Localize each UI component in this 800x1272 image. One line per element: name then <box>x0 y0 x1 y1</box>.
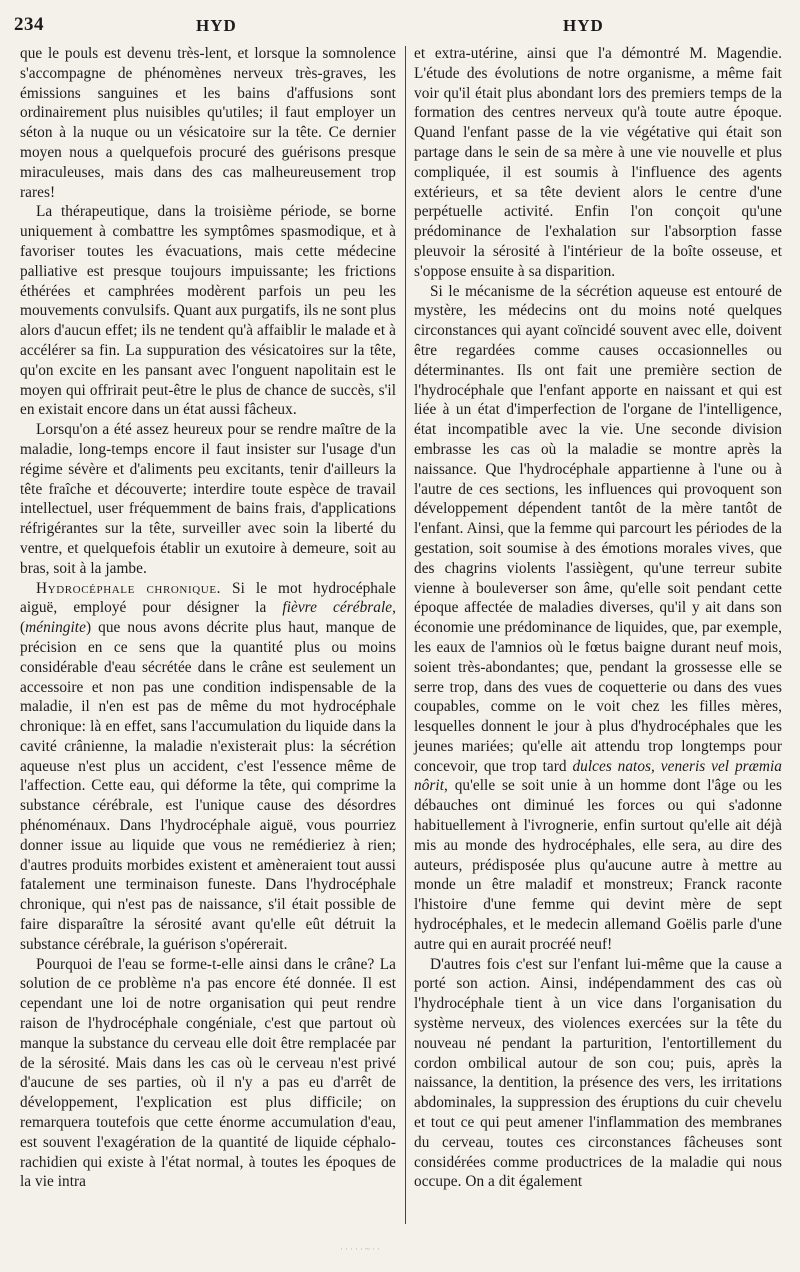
text-run: ) que nous avons décrite plus haut, manque de précision en ce sens que la quantité plus ou moins considérable d'eau sécrétée dans le crâne est seulement un accessoire et non pas une condition indispensable de la maladie, il n'en est pas de même du mot hydrocéphale chronique: là en effet, sans l'accumulation du liquide dans la cavité crânienne, la maladie n'existerait plus: la sécrétion aqueuse n'est plus un accident, c'est l'essence même de l'affection. Cette eau, qui déforme la tête, qui comprime la substance cérébrale, est l'unique cause des désordres phénoménaux. Dans l'hydrocéphale aiguë, vous pourriez donner issue au liquide que vous ne remédieriez à rien; d'autres produits morbides existent et amèneraient tout aussi fatalement une terminaison funeste. Dans l'hydrocéphale chronique, qui n'est pas de naissance, s'il était possible de faire disparaître la sérosité avant qu'elle eût détruit la substance cérébrale, la guérison s'opérerait. <box>20 619 396 953</box>
page-number: 234 <box>14 14 44 35</box>
running-head-right: HYD <box>563 16 604 35</box>
paragraph: Pourquoi de l'eau se forme-t-elle ainsi dans le crâne? La solution de ce problème n'a pas encore été donnée. Il est cependant une loi de notre organisation qui peut rendre raison de l'hydrocéphale congéniale, c'est que partout où manque la substance du cerveau elle doit être remplacée par de la sérosité. Mais dans les cas où le cerveau n'est privé d'aucune de ses parties, où il n'y a pas eu d'arrêt de développement, l'explication est plus difficile; on remarquera toutefois que cette énorme accumulation d'eau, est souvent l'exagération de la quantité de liquide céphalo-rachidien qui existe à l'état normal, à toutes les époques de la vie intra <box>20 955 396 1191</box>
text-run: , qu'elle se soit unie à un homme dont l'âge ou les débauches ont diminué les forces ou qui s'adonne habituellement à l'ivrognerie, enfin surtout qu'elle ait déjà mis au monde des hydrocéphales, elle sera, au dire des auteurs, prédisposée plus qu'aucune autre à mettre au monde un être maladif et monstreux; Franck raconte l'histoire d'une femme qui devint mère de sept hydrocéphales, et le medecin allemand Goëlis parle d'une autre qui en aurait procréé neuf! <box>414 777 782 953</box>
paragraph: que le pouls est devenu très-lent, et lorsque la somnolence s'accompagne de phénomènes nerveux très-graves, les émissions sanguines et les bains d'affusions sont ordinairement plus nuisibles qu'utiles; il faut employer un séton à la nuque ou un vésicatoire sur la tête. Ce dernier moyen nous a quelquefois procuré des guérisons presque miraculeuses, mais dans des cas malheureusement trop rares! <box>20 45 396 201</box>
text-run: , ( <box>20 599 396 637</box>
left-column <box>20 44 396 1192</box>
running-head-left: HYD <box>196 16 237 35</box>
print-smudge: ·····~·· <box>340 1244 382 1254</box>
italic-term: méningite <box>25 619 86 637</box>
section-heading: Hydrocéphale chronique. <box>36 579 222 597</box>
paragraph-causes <box>414 282 782 955</box>
right-column <box>414 44 782 1192</box>
paragraph: La thérapeutique, dans la troisième période, se borne uniquement à combattre les symptômes spasmodique, et à favoriser toutes les évacuations, mais cette médecine palliative est presque toujours impuissante; les frictions éthérées et camphrées modèrent parfois un peu les mouvements convulsifs. Quant aux purgatifs, ils ne sont plus alors d'aucun effet; ils ne tendent qu'à affaiblir le malade et à accélérer sa fin. La suppuration des vésicatoires sur la tête, qu'on excite en les pansant avec l'onguent napolitain est le moyen qui offrirait peut-être le plus de chance de succès, s'il en existait encore dans un état aussi fâcheux. <box>20 203 396 419</box>
column-divider <box>405 46 406 1224</box>
italic-term: fièvre cérébrale <box>282 599 393 617</box>
paragraph-hydrocephale-chronique <box>20 579 396 955</box>
paragraph: et extra-utérine, ainsi que l'a démontré M. Magendie. L'étude des évolutions de notre organisme, a même fait voir qu'il était plus abondant lors des premiers temps de la formation des centres nerveux qu'à toute autre époque. Quand l'enfant passe de la vie végétative qui était son partage dans le sein de sa mère à une vie nouvelle et plus compliquée, il est soumis à l'influence des agents extérieurs, et sa tête devient alors le centre d'une perpétuelle activité. Enfin l'on conçoit qu'une prédominance de l'exhalation sur l'absorption fasse pleuvoir la sérosité à l'intérieur de la boîte osseuse, et s'oppose ensuite à sa disparition. <box>414 45 782 280</box>
text-run: Si le mot hydrocéphale aiguë, employé pour désigner la <box>20 579 396 617</box>
paragraph: Lorsqu'on a été assez heureux pour se rendre maître de la maladie, long-temps encore il faut insister sur l'usage d'un régime sévère et d'aliments peu excitants, tenir d'ailleurs la tête fraîche et découverte; interdire toute espèce de travail intellectuel, user fréquemment de bains frais, d'applications réfrigérantes sur la tête, surveiller avec soin la liberté du ventre, et quelquefois établir un exutoire à demeure, soit au bras, soit à la jambe. <box>20 421 396 577</box>
paragraph: D'autres fois c'est sur l'enfant lui-même que la cause a porté son action. Ainsi, indépendamment des cas où l'hydrocéphale tient à un vice dans l'organisation du système nerveux, des violences exercées sur la tête du nouveau né pendant la parturition, l'entortillement du cordon ombilical autour de son cou; puis, après la naissance, la dentition, la présence des vers, les irritations abdominales, la suppression des éruptions du cuir chevelu et tout ce qui peut amener l'inflammation des membranes du cerveau, toutes ces circonstances fâcheuses sont considérées comme productrices de la maladie qui nous occupe. On a dit également <box>414 955 782 1191</box>
text-run: Si le mécanisme de la sécrétion aqueuse est entouré de mystère, les médecins ont du moins noté quelques circonstances qui ayant coïncidé souvent avec elle, doivent être regardées comme causes occasionnelles ou déterminantes. Ils ont fait une première section de l'hydrocéphale que l'enfant apporte en naissant et qui est liée à un état d'imperfection de l'organe de l'intelligence, état incompatible avec la vie. Une seconde division embrasse les cas où la maladie se montre après la naissance. Que l'hydrocéphale appartienne à l'une ou à l'autre de ces sections, les influences qui provoquent son développement dépendent tantôt de la mère tantôt de l'enfant. Ainsi, que la femme qui parcourt les périodes de la gestation, soit soumise à des émotions morales vives, que des chagrins violents l'assiègent, qu'une terreur subite vienne à bouleverser son âme, qu'elle soit pendant cette époque affectée de maladies diverses, qu'il y ait dans son économie une prédominance de liquides, que, par exemple, les eaux de l'amnios où le fœtus baigne durant neuf mois, soient très-abondantes; que, pendant la grossesse elle se serre trop, dans des vues de coquetterie ou dans des vues coupables, comme on le voit chez les filles mères, lesquelles donnent le jour à plus d'hydrocéphales que les jeunes mariées; qu'elle ait attendu trop longtemps pour concevoir, que trop tard <box>414 282 782 775</box>
latin-quote: dulces natos, veneris vel præmia nôrit <box>414 757 782 795</box>
